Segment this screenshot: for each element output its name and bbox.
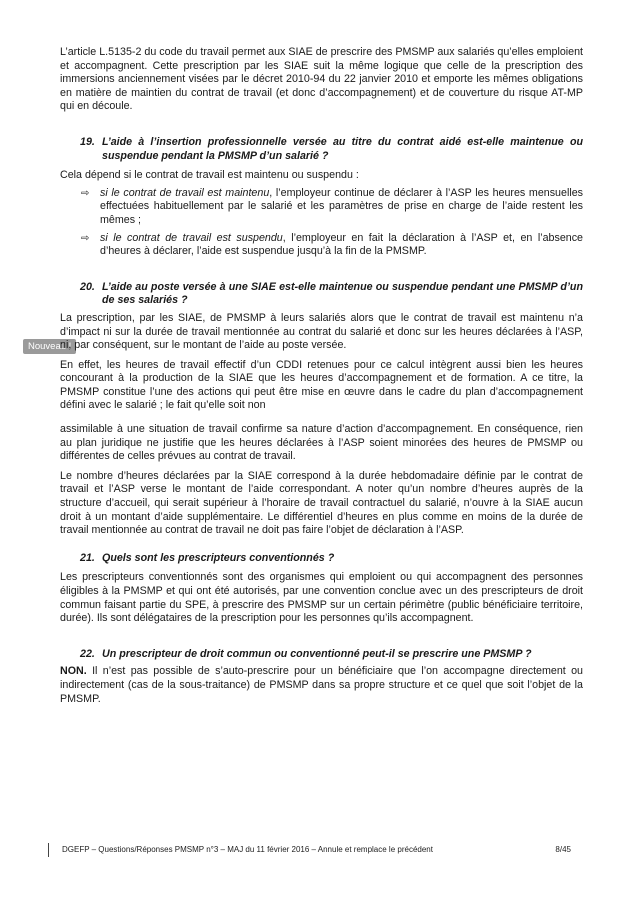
question-22-heading [60, 648, 583, 662]
question-19-heading [60, 136, 583, 163]
question-19-lead: Cela dépend si le contrat de travail est maintenu ou suspendu : [60, 169, 359, 182]
page-footer [48, 843, 571, 857]
question-19-bullet-1 [60, 187, 583, 228]
question-20-title: L’aide au poste versée à une SIAE est-elle maintenue ou suspendue pendant une PMSMP d’un de ses salariés ? [102, 280, 583, 307]
question-22-paragraph [60, 665, 583, 706]
intro-paragraph: L’article L.5135-2 du code du travail permet aux SIAE de prescrire des PMSMP aux salariés qu’elles emploient et accompagnent. Cette prescription par les SIAE suit la même logique que celle de la prescription des immersions anciennement visées par le décret 2010-94 du 22 janvier 2010 et emporte les mêmes obligations en matière de maintien du contrat de travail (et donc d’accompagnement) et de couverture du risque AT-MP qui en découle. [60, 46, 583, 113]
bullet-1-text: , l’employeur continue de déclarer à l’ASP les heures mensuelles effectuées habituellement par le salarié et les paramètres de prise en charge de l’aide restent les mêmes ; [100, 186, 583, 226]
question-21-number: 21. [80, 551, 95, 564]
arrow-right-icon: ⇨ [81, 232, 90, 244]
new-badge: Nouveau ! [23, 339, 76, 354]
question-20-paragraph-4: Le nombre d’heures déclarées par la SIAE correspond à la durée hebdomadaire définie par le contrat de travail et l’ASP verse le montant de l’aide correspondant. A noter qu’un nombre d’heures auprès de la structure d’accueil, qui serait supérieur à l’horaire de travail contractuel du salarié, n’ouvre à la SIAE aucun droit à un montant d’aide supplémentaire. Le différentiel d’heures en plus comme en moins de la durée de travail mentionnée au contrat de travail ne doit pas faire l’objet de déclaration à l’ASP. [60, 469, 583, 537]
question-19-bullet-2 [60, 232, 583, 259]
question-22-answer-text: Il n’est pas possible de s’auto-prescrire pour un bénéficiaire que l’on accompagne directement ou indirectement (cas de la sous-traitance) de PMSMP dans sa propre structure et ce quel que soit l’objet de la PMSMP. [60, 665, 583, 705]
question-22-number: 22. [80, 647, 95, 660]
question-20-paragraph-3: assimilable à une situation de travail confirme sa nature d’action d’accompagnement. En conséquence, rien au plan juridique ne justifie que les heures déclarées à l’ASP soient minorées des heures de PMSMP ou différentes de celles prévues au contrat de travail. [60, 423, 583, 463]
question-22-title: Un prescripteur de droit commun ou conventionné peut-il se prescrire une PMSMP ? [102, 647, 532, 660]
question-21-paragraph: Les prescripteurs conventionnés sont des organismes qui emploient ou qui accompagnent des personnes éligibles à la PMSMP et qui ont été autorisés, par une convention conclue avec un des prescripteurs de droit commun faisant partie du SPE, à prescrire des PMSMP sur un certain périmètre (public bénéficiaire territoire, durée). Ils sont délégataires de la prescription pour les personnes qu’ils accompagnent. [60, 571, 583, 625]
bullet-2-text: , l’employeur en fait la déclaration à l’ASP et, en l’absence d’heures à déclarer, l’aide est suspendue jusqu’à la fin de la PMSMP. [100, 231, 584, 258]
arrow-right-icon: ⇨ [81, 187, 90, 199]
question-19-title: L’aide à l’insertion professionnelle versée au titre du contrat aidé est-elle maintenue ou suspendue pendant la PMSMP d’un salarié ? [102, 135, 583, 162]
question-22-answer-bold: NON. [60, 665, 87, 678]
page-content [60, 46, 583, 706]
question-20-paragraph-2: En effet, les heures de travail effectif d’un CDDI retenues pour ce calcul intègrent aussi bien les heures concourant à la production de la SIAE que les heures d’accompagnement et de formation. A ce titre, la PMSMP constitue l’une des actions qui peut être mise en œuvre dans le cadre du plan d’accompagnement défini avec le salarié ; le fait qu’elle soit non [60, 358, 583, 412]
question-19-number: 19. [80, 135, 95, 148]
footer-text: DGEFP – Questions/Réponses PMSMP n°3 – MAJ du 11 février 2016 – Annule et remplace le précédent [62, 845, 433, 854]
question-20-paragraph-1: La prescription, par les SIAE, de PMSMP à leurs salariés alors que le contrat de travail est maintenu n’a d’impact ni sur la durée de travail mentionnée au contrat du salarié et donc sur les heures déclarées à l’ASP, ni, par conséquent, sur le montant de l’aide au poste versée. [60, 311, 583, 352]
bullet-1-emphasis: si le contrat de travail est maintenu [100, 186, 270, 199]
question-20-heading [60, 281, 583, 308]
bullet-2-emphasis: si le contrat de travail est suspendu [100, 231, 283, 244]
footer-rule [48, 843, 49, 857]
question-21-heading [60, 552, 583, 566]
page-number: 8/45 [555, 845, 571, 854]
question-20-number: 20. [80, 280, 95, 293]
question-21-title: Quels sont les prescripteurs conventionnés ? [102, 551, 335, 564]
